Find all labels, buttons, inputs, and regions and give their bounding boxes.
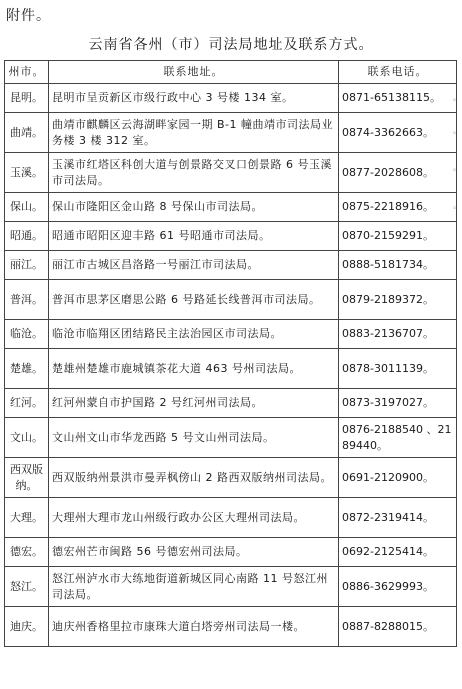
cell-address: 西双版纳州景洪市曼弄枫傍山 2 路西双版纳州司法局。 — [49, 458, 339, 498]
table-row — [5, 84, 457, 113]
cell-phone: 0870-2159291。 — [339, 222, 457, 251]
cell-city: 红河。 — [5, 389, 49, 418]
cell-city: 昭通。 — [5, 222, 49, 251]
header-phone: 联系电话。 — [339, 61, 457, 84]
cell-city: 大理。 — [5, 498, 49, 538]
cell-address: 楚雄州楚雄市鹿城镇茶花大道 463 号州司法局。 — [49, 349, 339, 389]
cell-address: 昭通市昭阳区迎丰路 61 号昭通市司法局。 — [49, 222, 339, 251]
cell-phone: 0883-2136707。 — [339, 320, 457, 349]
cell-address: 保山市隆阳区金山路 8 号保山市司法局。 — [49, 193, 339, 222]
paragraph-mark: 。 — [453, 126, 461, 135]
cell-address: 普洱市思茅区磨思公路 6 号路延长线普洱市司法局。 — [49, 280, 339, 320]
cell-city: 丽江。 — [5, 251, 49, 280]
cell-phone: 0874-3362663。 — [339, 113, 457, 153]
table-row — [5, 280, 457, 320]
cell-city: 文山。 — [5, 418, 49, 458]
cell-city: 普洱。 — [5, 280, 49, 320]
table-row — [5, 607, 457, 647]
cell-phone: 0877-2028608。 — [339, 153, 457, 193]
cell-phone: 0691-2120900。 — [339, 458, 457, 498]
cell-city: 保山。 — [5, 193, 49, 222]
table-row — [5, 349, 457, 389]
header-city: 州市。 — [5, 61, 49, 84]
table-row — [5, 538, 457, 567]
paragraph-mark: 。 — [453, 201, 461, 210]
cell-phone: 0888-5181734。 — [339, 251, 457, 280]
cell-phone: 0887-8288015。 — [339, 607, 457, 647]
cell-city: 昆明。 — [5, 84, 49, 113]
cell-city: 怒江。 — [5, 567, 49, 607]
cell-address: 昆明市呈贡新区市级行政中心 3 号楼 134 室。 — [49, 84, 339, 113]
cell-address: 红河州蒙自市护国路 2 号红河州司法局。 — [49, 389, 339, 418]
cell-city: 玉溪。 — [5, 153, 49, 193]
cell-city: 曲靖。 — [5, 113, 49, 153]
cell-phone: 0692-2125414。 — [339, 538, 457, 567]
paragraph-mark: 。 — [453, 93, 461, 102]
table-row — [5, 222, 457, 251]
table-row — [5, 251, 457, 280]
cell-address: 丽江市古城区昌洛路一号丽江市司法局。 — [49, 251, 339, 280]
cell-phone: 0879-2189372。 — [339, 280, 457, 320]
cell-city: 楚雄。 — [5, 349, 49, 389]
cell-phone: 0871-65138115。 — [339, 84, 457, 113]
cell-address: 大理州大理市龙山州级行政办公区大理州司法局。 — [49, 498, 339, 538]
attachment-label: 附件。 — [6, 8, 51, 24]
table-row — [5, 320, 457, 349]
cell-phone: 0873-3197027。 — [339, 389, 457, 418]
cell-address: 德宏州芒市闽路 56 号德宏州司法局。 — [49, 538, 339, 567]
table-header-row — [5, 61, 457, 84]
table-row — [5, 193, 457, 222]
cell-address: 玉溪市红塔区科创大道与创景路交叉口创景路 6 号玉溪市司法局。 — [49, 153, 339, 193]
cell-address: 怒江州泸水市大练地街道新城区同心南路 11 号怒江州司法局。 — [49, 567, 339, 607]
table-row — [5, 153, 457, 193]
cell-phone: 0872-2319414。 — [339, 498, 457, 538]
table-row — [5, 113, 457, 153]
table-row — [5, 458, 457, 498]
cell-address: 文山州文山市华龙西路 5 号文山州司法局。 — [49, 418, 339, 458]
header-address: 联系地址。 — [49, 61, 339, 84]
cell-address: 临沧市临翔区团结路民主法治园区市司法局。 — [49, 320, 339, 349]
cell-city: 迪庆。 — [5, 607, 49, 647]
contact-table — [4, 60, 457, 647]
cell-phone: 0878-3011139。 — [339, 349, 457, 389]
cell-phone: 0875-2218916。 — [339, 193, 457, 222]
table-row — [5, 389, 457, 418]
cell-phone: 0876-2188540 、2189440。 — [339, 418, 457, 458]
table-row — [5, 498, 457, 538]
cell-address: 迪庆州香格里拉市康珠大道白塔旁州司法局一楼。 — [49, 607, 339, 647]
table-row — [5, 418, 457, 458]
cell-city: 西双版纳。 — [5, 458, 49, 498]
cell-phone: 0886-3629993。 — [339, 567, 457, 607]
document-title: 云南省各州（市）司法局地址及联系方式。 — [88, 37, 374, 53]
paragraph-mark: 。 — [453, 163, 461, 172]
table-row — [5, 567, 457, 607]
cell-city: 德宏。 — [5, 538, 49, 567]
cell-address: 曲靖市麒麟区云海湖畔家园一期 B-1 幢曲靖市司法局业务楼 3 楼 312 室。 — [49, 113, 339, 153]
cell-city: 临沧。 — [5, 320, 49, 349]
